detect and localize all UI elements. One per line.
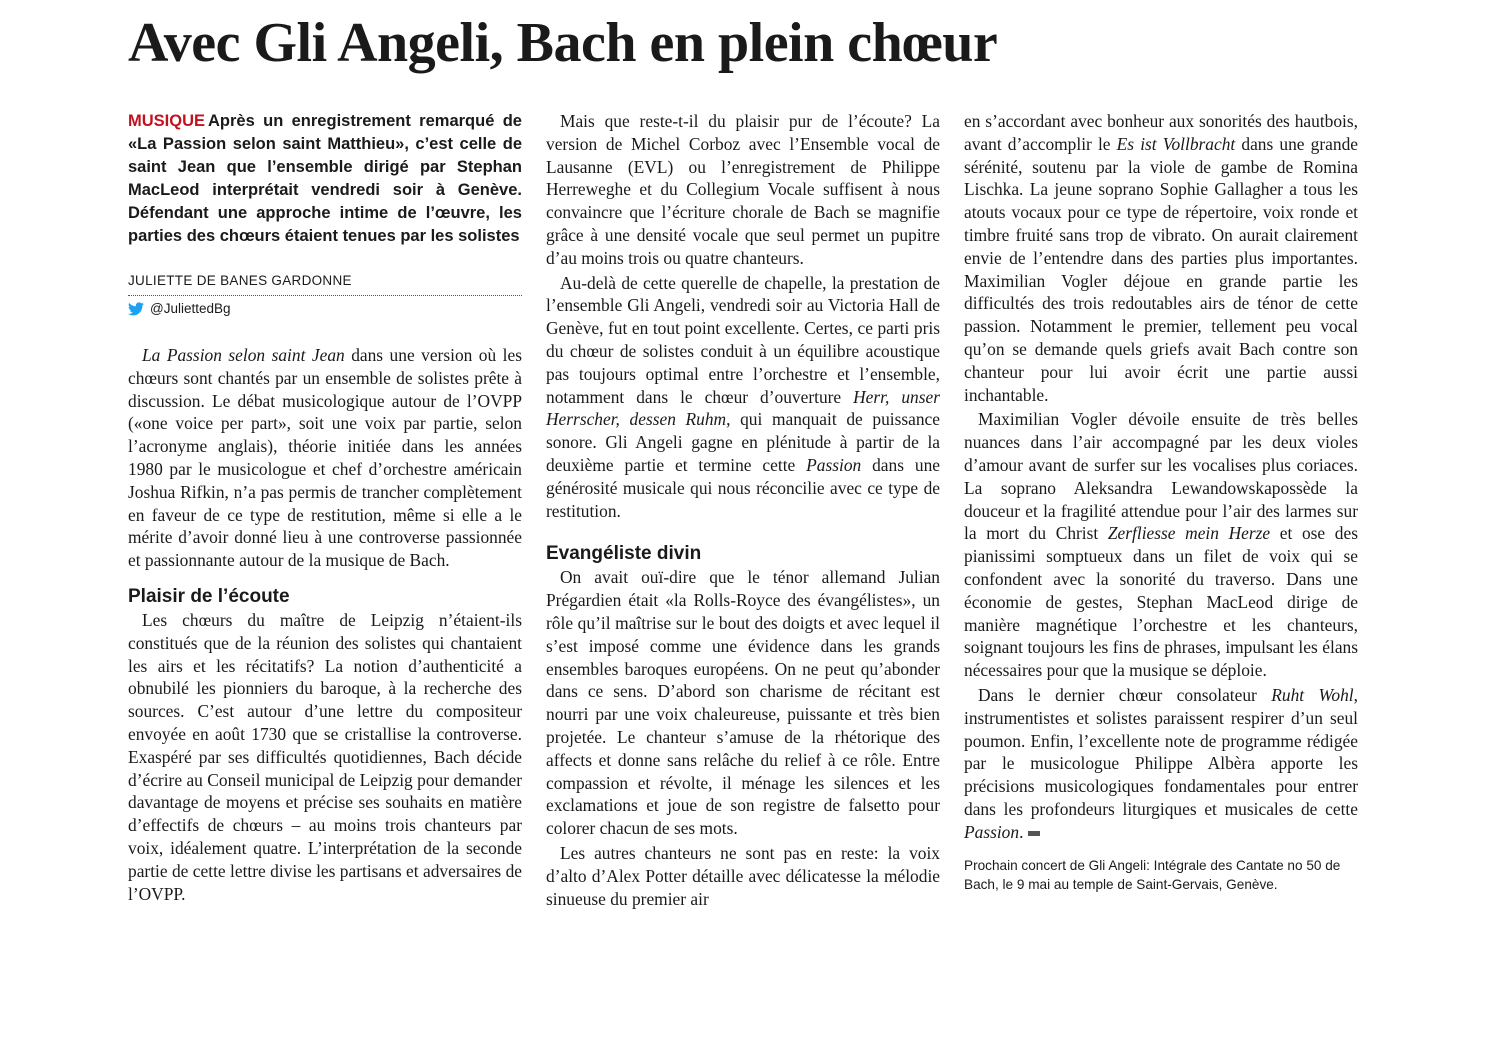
body-text: et ose des pianissimi somptueux dans un filet de voix qui se confondent avec la sonorité du traverso. Dans une économie de gestes, Stephan MacLeod dirige de manière magnétique l’orchestre et les chanteurs, soignant toujours les fins de phrases, impulsant les élans nécessaires pour que la musique se déploie. bbox=[964, 523, 1358, 681]
body-paragraph bbox=[546, 842, 940, 910]
kicker: MUSIQUE bbox=[128, 112, 206, 130]
column-2 bbox=[546, 110, 940, 910]
footnote: Prochain concert de Gli Angeli: Intégrale des Cantate no 50 de Bach, le 9 mai au temple de Saint-Gervais, Genève. bbox=[964, 857, 1341, 892]
end-of-article-mark bbox=[1028, 831, 1040, 836]
italic-title: Herr, unser Herrscher, dessen Ruhm bbox=[546, 386, 940, 430]
lede-text: Après un enregistrement remarqué de «La Passion selon saint Matthieu», c’est celle de saint Jean que l’ensemble dirigé par Stephan MacLeod interprétait vendredi soir à Genève. Défendant une approche intime de l’œuvre, les parties des chœurs étaient tenues par les solistes bbox=[128, 112, 522, 245]
body-text: dans une générosité musicale qui nous réconcilie avec ce type de restitution. bbox=[546, 454, 940, 521]
byline: JULIETTE DE BANES GARDONNE bbox=[128, 272, 522, 296]
column-1 bbox=[128, 110, 522, 905]
italic-title: Passion bbox=[964, 821, 1020, 842]
italic-title: La Passion selon saint Jean bbox=[142, 345, 345, 365]
body-text: Dans le dernier chœur consolateur bbox=[978, 684, 1272, 705]
body-paragraph bbox=[128, 344, 522, 572]
column-3 bbox=[964, 110, 1358, 894]
italic-title: Zerfliesse mein Herze bbox=[1107, 523, 1271, 544]
body-text: dans une grande sérénité, soutenu par la viole de gambe de Romina Lischka. La jeune soprano Sophie Gallagher a tous les atouts vocaux pour ce type de répertoire, voix ronde et timbre fruité sans trop de vibrato. On aurait clairement envie de l’entendre dans des parties plus importantes. Maximilian Vogler déjoue en grande partie les difficultés des trois redoutables airs de ténor de cette passion. Notamment le premier, tellement peu vocal qu’on se demande quels griefs avait Bach contre son chanteur pour lui avoir écrit une partie aussi inchantable. bbox=[964, 133, 1358, 405]
body-paragraph bbox=[964, 408, 1358, 682]
italic-title: Passion bbox=[806, 454, 862, 475]
twitter-handle-row[interactable] bbox=[128, 300, 522, 318]
body-text: Maximilian Vogler dévoile ensuite de très belles nuances dans l’air accompagné par les deux violes d’amour avant de surfer sur les vocalises plus coriaces. La soprano Aleksandra Lewandowskapossède la douceur et la fragilité attendue pour l’air des larmes sur la mort du Christ bbox=[964, 409, 1358, 544]
body-text: Mais que reste-t-il du plaisir pur de l’écoute? La version de Michel Corboz avec l’Ensemble vocal de Lausanne (EVL) ou l’enregistrement de Philippe Herreweghe et du Collegium Vocale suffisent à nous convaincre que l’écriture chorale de Bach se magnifie grâce à une densité vocale que seul permet un pupitre d’au moins trois ou quatre chanteurs. bbox=[546, 111, 940, 268]
body-paragraph bbox=[128, 609, 522, 905]
body-paragraph bbox=[964, 110, 1358, 406]
lede bbox=[128, 110, 522, 248]
twitter-handle[interactable]: @JuliettedBg bbox=[150, 301, 231, 316]
twitter-bird-icon bbox=[128, 302, 144, 316]
headline: Avec Gli Angeli, Bach en plein chœur bbox=[128, 12, 998, 74]
body-text: On avait ouï-dire que le ténor allemand Julian Prégardien était «la Rolls-Royce des évangélistes», un rôle qu’il maîtrise sur le bout des doigts et avec lequel il s’est imposé comme une évidence dans les grands ensembles baroques européens. On ne peut qu’abonder dans ce sens. D’abord son charisme de récitant est nourri par une voix chaleureuse, puissante et très bien projetée. Le chanteur s’amuse de la rhétorique des affects et donne sans relâche du relief à ce rôle. Entre compassion et révolte, il ménage les silences et les exclamations et joue de son registre de falsetto pour colorer chacun de ses mots. bbox=[546, 567, 940, 839]
body-text: , instrumentistes et solistes paraissent respirer d’un seul poumon. Enfin, l’excellente note de programme rédigée par le musicologue Philippe Albèra apporte les précisions musicologiques fondamentales pour entrer dans les profondeurs liturgiques et musicales de cette bbox=[964, 684, 1358, 819]
italic-title: Ruht Wohl bbox=[1271, 684, 1354, 705]
body-text: , qui manquait de puissance sonore. Gli Angeli gagne en plénitude à partir de la deuxième partie et termine cette bbox=[546, 409, 940, 475]
body-text: dans une version où les chœurs sont chantés par un ensemble de solistes prête à discussion. Le débat musicologique autour de l’OVPP («one voice per part», soit une voix par partie, selon l’acronyme anglais), théorie initiée dans les années 1980 par le musicologue et chef d’orchestre américain Joshua Rifkin, n’a pas permis de trancher complètement en faveur de ce type de restitution, même si elle a le mérite d’avoir donné lieu à une controverse passionnée et passionnante autour de la musique de Bach. bbox=[128, 345, 522, 571]
body-text: Les chœurs du maître de Leipzig n’étaient-ils constitués que de la réunion des solistes qui chantaient les airs et les récitatifs? La notion d’authenticité a obnubilé les pionniers du baroque, à la recherche des sources. C’est autour d’une lettre du compositeur envoyée en août 1730 que se cristallise la controverse. Exaspéré par ses difficultés quotidiennes, Bach décide d’écrire au Conseil municipal de Leipzig pour demander davantage de moyens et précise ses souhaits en matière d’effectifs de chœurs – au moins trois chanteurs par voix, idéalement quatre. L’interprétation de la seconde partie de cette lettre divise les partisans et adversaires de l’OVPP. bbox=[128, 609, 522, 904]
body-text: Au-delà de cette querelle de chapelle, la prestation de l’ensemble Gli Angeli, vendredi soir au Victoria Hall de Genève, fut en tout point excellente. Certes, ce parti pris du chœur de solistes conduit à un équilibre acoustique pas toujours optimal entre l’orchestre et l’ensemble, notamment dans le chœur d’ouverture bbox=[546, 272, 940, 407]
body-paragraph bbox=[964, 684, 1358, 844]
subhead-evangeliste: Evangéliste divin bbox=[546, 543, 702, 565]
italic-title: Es ist Vollbracht bbox=[1116, 133, 1236, 154]
body-text: . bbox=[1019, 821, 1024, 842]
body-paragraph bbox=[546, 272, 940, 523]
body-paragraph bbox=[546, 566, 940, 840]
body-text: en s’accordant avec bonheur aux sonorités des hautbois, avant d’accomplir le bbox=[964, 111, 1358, 154]
body-text: Les autres chanteurs ne sont pas en reste: la voix d’alto d’Alex Potter détaille avec délicatesse la mélodie sinueuse du premier air bbox=[546, 842, 940, 909]
body-paragraph bbox=[546, 110, 940, 270]
subhead-plaisir: Plaisir de l’écoute bbox=[128, 585, 290, 607]
